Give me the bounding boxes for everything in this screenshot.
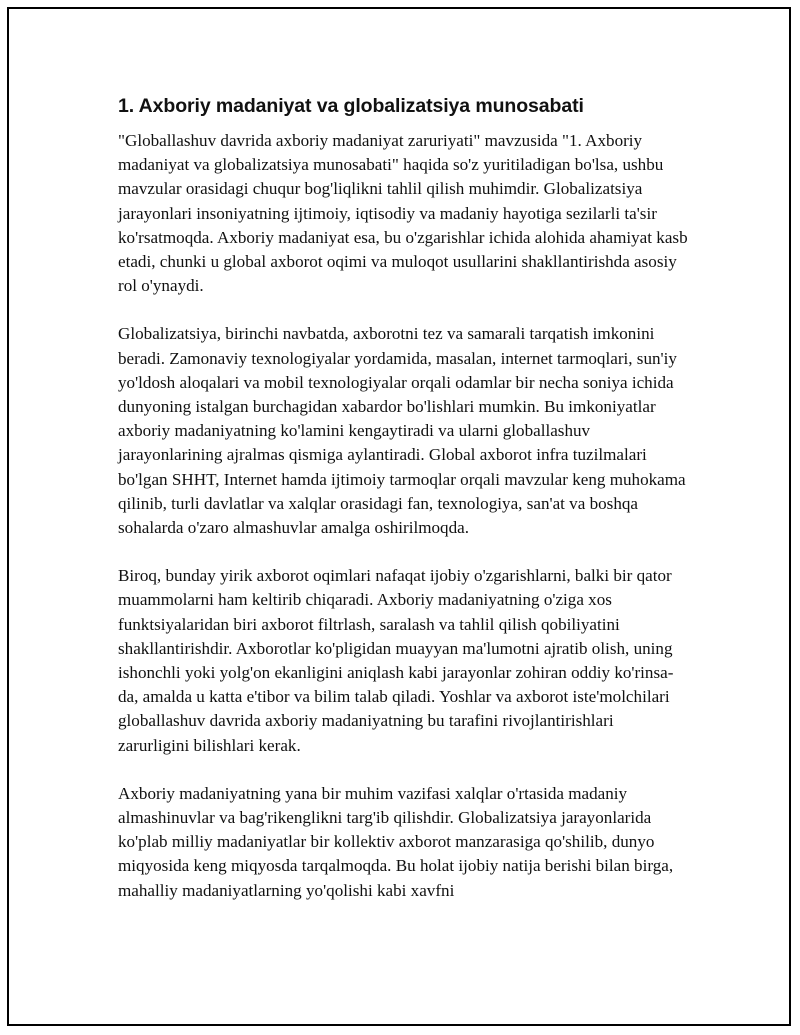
paragraph-3: Biroq, bunday yirik axborot oqimlari nafaqat ijobiy o'zgarishlarni, balki bir qator muammolarni ham keltirib chiqaradi. Axboriy madaniyatning o'ziga xos funktsiyalaridan biri axborot filtrlash, saralash va tahlil qilish qobiliyatini shakllantirishdir. Axborotlar ko'pligidan muayyan ma'lumotni ajratib olish, uning ishonchli yoki yolg'on ekanligini aniqlash kabi jarayonlar zohiran oddiy ko'rinsa-da, amalda u katta e'tibor va bilim talab qiladi. Yoshlar va axborot iste'molchilari globallashuv davrida axboriy madaniyatning bu tarafini rivojlantirishlari zarurligini bilishlari kerak. [118, 566, 674, 755]
paragraph-1: "Globallashuv davrida axboriy madaniyat zaruriyati" mavzusida "1. Axboriy madaniyat va globalizatsiya munosabati" haqida so'z yuritiladigan bo'lsa, ushbu mavzular orasidagi chuqur bog'liqlikni tahlil qilish muhimdir. Globalizatsiya jarayonlari insoniyatning ijtimoiy, iqtisodiy va madaniy hayotiga sezilarli ta'sir ko'rsatmoqda. Axboriy madaniyat esa, bu o'zgarishlar ichida alohida ahamiyat kasb etadi, chunki u global axborot oqimi va muloqot usullarini shakllantirishda asosiy rol o'ynaydi. [118, 131, 688, 296]
section-heading: 1. Axboriy madaniyat va globalizatsiya munosabati [118, 95, 584, 117]
document-body [118, 93, 688, 927]
paragraph-4: Axboriy madaniyatning yana bir muhim vazifasi xalqlar o'rtasida madaniy almashinuvlar va bag'rikenglikni targ'ib qilishdir. Globalizatsiya jarayonlarida ko'plab milliy madaniyatlar bir kollektiv axborot manzarasiga qo'shilib, dunyo miqyosida keng miqyosda tarqalmoqda. Bu holat ijobiy natija berishi bilan birga, mahalliy madaniyatlarning yo'qolishi kabi xavfni [118, 783, 674, 900]
paragraph-2: Globalizatsiya, birinchi navbatda, axborotni tez va samarali tarqatish imkonini beradi. Zamonaviy texnologiyalar yordamida, masalan, internet tarmoqlari, sun'iy yo'ldosh aloqalari va mobil texnologiyalar orqali odamlar bir necha soniya ichida dunyoning istalgan burchagidan xabardor bo'lishlari mumkin. Bu imkoniyatlar axboriy madaniyatning ko'lamini kengaytiradi va ularni globallashuv jarayonlarining ajralmas qismiga aylantiradi. Global axborot infra tuzilmalari bo'lgan SHHT, Internet hamda ijtimoiy tarmoqlar orqali mavzular keng muhokama qilinib, turli davlatlar va xalqlar orasidagi fan, texnologiya, san'at va boshqa sohalarda o'zaro almashuvlar amalga oshirilmoqda. [118, 324, 686, 538]
